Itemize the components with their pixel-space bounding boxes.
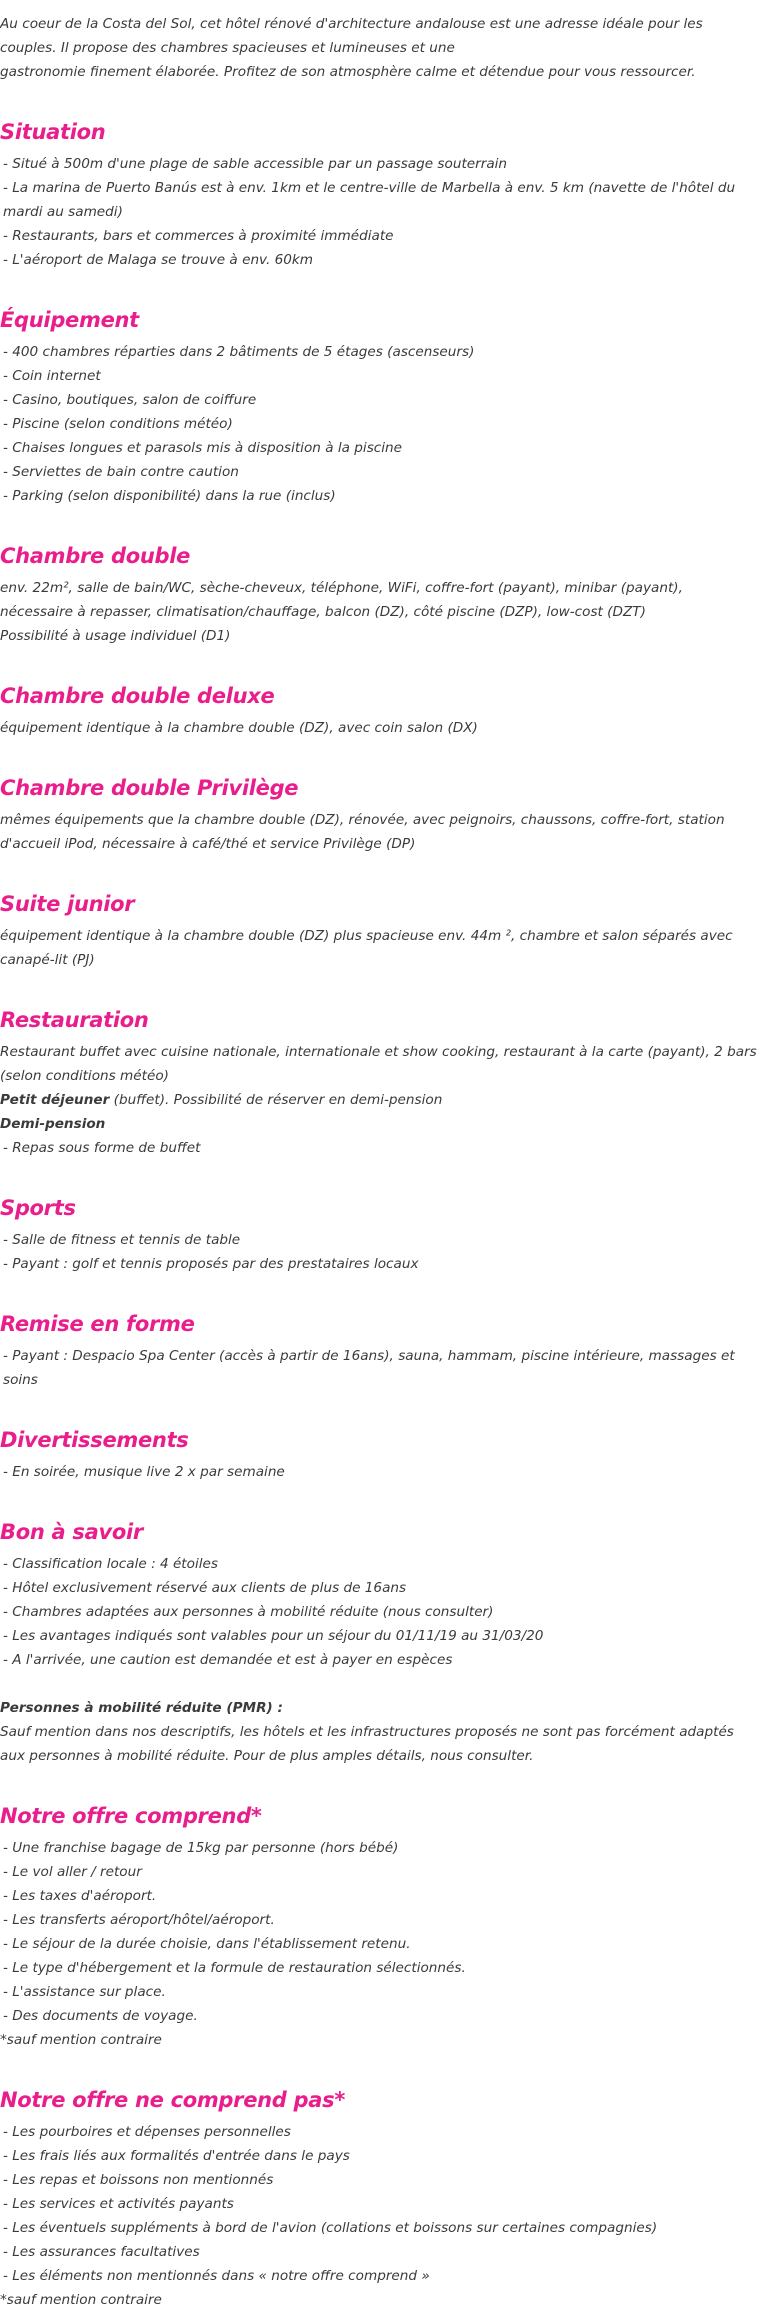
line-text: - Les taxes d'aéroport. bbox=[3, 1888, 157, 1904]
line-text: - Piscine (selon conditions météo) bbox=[3, 416, 233, 432]
section-body bbox=[0, 1344, 758, 1392]
section-heading: Sports bbox=[0, 1196, 76, 1220]
line-text: - Le vol aller / retour bbox=[3, 1864, 142, 1880]
list-item bbox=[0, 2192, 758, 2216]
line-text: - Serviettes de bain contre caution bbox=[3, 464, 239, 480]
list-item bbox=[0, 388, 758, 412]
section-body bbox=[0, 924, 758, 972]
text-line bbox=[0, 624, 758, 648]
list-item bbox=[0, 1980, 758, 2004]
list-item bbox=[0, 1228, 758, 1252]
section-body bbox=[0, 1836, 758, 2052]
section-body bbox=[0, 1460, 758, 1484]
line-text: - Repas sous forme de buffet bbox=[3, 1140, 201, 1156]
line-text: - En soirée, musique live 2 x par semaine bbox=[3, 1464, 285, 1480]
section-notre-offre-comprend bbox=[0, 1768, 758, 2052]
line-text: - Chaises longues et parasols mis à disposition à la piscine bbox=[3, 440, 403, 456]
section-body bbox=[0, 2120, 758, 2312]
section-heading: Chambre double deluxe bbox=[0, 684, 275, 708]
spacer bbox=[0, 1672, 758, 1696]
list-item bbox=[0, 1600, 758, 1624]
line-text: *sauf mention contraire bbox=[0, 2292, 162, 2308]
line-text: mêmes équipements que la chambre double (DZ), rénovée, avec peignoirs, chaussons, coffre-fort, station d'accueil iPod, nécessaire à café/thé et service Privilège (DP) bbox=[0, 812, 725, 852]
section-chambre-double bbox=[0, 508, 758, 648]
text-line bbox=[0, 2028, 758, 2052]
line-text: équipement identique à la chambre double (DZ) plus spacieuse env. 44m ², chambre et salon séparés avec canapé-lit (PJ) bbox=[0, 928, 733, 968]
section-heading: Situation bbox=[0, 120, 106, 144]
section-heading: Notre offre comprend* bbox=[0, 1804, 262, 1828]
line-text: - Salle de fitness et tennis de table bbox=[3, 1232, 241, 1248]
list-item bbox=[0, 152, 758, 176]
section-body bbox=[0, 1228, 758, 1276]
text-line bbox=[0, 716, 758, 740]
line-text: - Les transferts aéroport/hôtel/aéroport. bbox=[3, 1912, 275, 1928]
line-text: - La marina de Puerto Banús est à env. 1km et le centre-ville de Marbella à env. 5 km (navette de l'hôtel du mardi au samedi) bbox=[3, 180, 736, 220]
section-body bbox=[0, 576, 758, 648]
list-item bbox=[0, 484, 758, 508]
list-item bbox=[0, 1836, 758, 1860]
line-text: - Les avantages indiqués sont valables pour un séjour du 01/11/19 au 31/03/20 bbox=[3, 1628, 544, 1644]
line-text: équipement identique à la chambre double (DZ), avec coin salon (DX) bbox=[0, 720, 478, 736]
list-item bbox=[0, 2144, 758, 2168]
list-item bbox=[0, 2120, 758, 2144]
line-text: - Les éventuels suppléments à bord de l'avion (collations et boissons sur certaines compagnies) bbox=[3, 2220, 658, 2236]
list-item bbox=[0, 1136, 758, 1160]
text-line bbox=[0, 2288, 758, 2312]
section-heading: Suite junior bbox=[0, 892, 135, 916]
section-situation bbox=[0, 84, 758, 272]
list-item bbox=[0, 1932, 758, 1956]
section-quipement bbox=[0, 272, 758, 508]
section-body bbox=[0, 716, 758, 740]
text-line bbox=[0, 808, 758, 856]
section-chambre-double-privil-ge bbox=[0, 740, 758, 856]
section-remise-en-forme bbox=[0, 1276, 758, 1392]
text-line bbox=[0, 1040, 758, 1088]
text-line bbox=[0, 1720, 758, 1768]
line-text: - Les frais liés aux formalités d'entrée dans le pays bbox=[3, 2148, 350, 2164]
line-text: - Chambres adaptées aux personnes à mobilité réduite (nous consulter) bbox=[3, 1604, 494, 1620]
section-body bbox=[0, 808, 758, 856]
section-divertissements bbox=[0, 1392, 758, 1484]
line-text: - A l'arrivée, une caution est demandée et est à payer en espèces bbox=[3, 1652, 453, 1668]
list-item bbox=[0, 340, 758, 364]
hotel-description-document bbox=[0, 12, 758, 2312]
line-text: - Classification locale : 4 étoiles bbox=[3, 1556, 218, 1572]
list-item bbox=[0, 2264, 758, 2288]
list-item bbox=[0, 436, 758, 460]
list-item bbox=[0, 2004, 758, 2028]
section-heading: Équipement bbox=[0, 308, 139, 332]
line-text: - L'assistance sur place. bbox=[3, 1984, 166, 2000]
bold-label: Demi-pension bbox=[0, 1116, 106, 1132]
section-restauration bbox=[0, 972, 758, 1160]
section-heading: Chambre double bbox=[0, 544, 191, 568]
line-text: - Payant : Despacio Spa Center (accès à partir de 16ans), sauna, hammam, piscine intérieure, massages et soins bbox=[3, 1348, 735, 1388]
section-heading: Divertissements bbox=[0, 1428, 189, 1452]
line-text: - Hôtel exclusivement réservé aux clients de plus de 16ans bbox=[3, 1580, 407, 1596]
line-text: - Coin internet bbox=[3, 368, 101, 384]
section-body bbox=[0, 1040, 758, 1160]
list-item bbox=[0, 1908, 758, 1932]
section-body bbox=[0, 340, 758, 508]
section-suite-junior bbox=[0, 856, 758, 972]
line-text: - Les pourboires et dépenses personnelles bbox=[3, 2124, 291, 2140]
list-item bbox=[0, 1252, 758, 1276]
section-notre-offre-ne-comprend-pas bbox=[0, 2052, 758, 2312]
list-item bbox=[0, 1884, 758, 1908]
section-heading: Notre offre ne comprend pas* bbox=[0, 2088, 346, 2112]
section-bon-savoir bbox=[0, 1484, 758, 1768]
list-item bbox=[0, 460, 758, 484]
line-text: (buffet). Possibilité de réserver en demi-pension bbox=[109, 1092, 443, 1108]
list-item bbox=[0, 1552, 758, 1576]
section-body bbox=[0, 152, 758, 272]
section-heading: Restauration bbox=[0, 1008, 149, 1032]
list-item bbox=[0, 176, 758, 224]
intro-line: gastronomie finement élaborée. Profitez de son atmosphère calme et détendue pour vous ressourcer. bbox=[0, 64, 696, 80]
line-text: - Une franchise bagage de 15kg par personne (hors bébé) bbox=[3, 1840, 399, 1856]
text-line bbox=[0, 924, 758, 972]
line-text: - Le type d'hébergement et la formule de restauration sélectionnés. bbox=[3, 1960, 466, 1976]
line-text: Restaurant buffet avec cuisine nationale, internationale et show cooking, restaurant à la carte (payant), 2 bars (selon conditions météo) bbox=[0, 1044, 757, 1084]
text-line bbox=[0, 1696, 758, 1720]
line-text: - Situé à 500m d'une plage de sable accessible par un passage souterrain bbox=[3, 156, 508, 172]
section-heading: Bon à savoir bbox=[0, 1520, 143, 1544]
line-text: env. 22m², salle de bain/WC, sèche-cheveux, téléphone, WiFi, coffre-fort (payant), minibar (payant), nécessaire à repasser, climatisation/chauffage, balcon (DZ), côté piscine (DZP), low-cost (DZT) bbox=[0, 580, 683, 620]
line-text: - Les assurances facultatives bbox=[3, 2244, 200, 2260]
list-item bbox=[0, 248, 758, 272]
sections-container bbox=[0, 84, 758, 2312]
list-item bbox=[0, 1956, 758, 1980]
text-line bbox=[0, 1112, 758, 1136]
list-item bbox=[0, 1648, 758, 1672]
line-text: - Le séjour de la durée choisie, dans l'établissement retenu. bbox=[3, 1936, 411, 1952]
line-text: - Les éléments non mentionnés dans « notre offre comprend » bbox=[3, 2268, 430, 2284]
list-item bbox=[0, 364, 758, 388]
intro-line: Au coeur de la Costa del Sol, cet hôtel rénové d'architecture andalouse est une adresse idéale pour les couples. Il propose des chambres spacieuses et lumineuses et une bbox=[0, 16, 703, 56]
text-line bbox=[0, 1088, 758, 1112]
list-item bbox=[0, 2216, 758, 2240]
section-sports bbox=[0, 1160, 758, 1276]
line-text: - Payant : golf et tennis proposés par des prestataires locaux bbox=[3, 1256, 419, 1272]
line-text: - Parking (selon disponibilité) dans la rue (inclus) bbox=[3, 488, 336, 504]
line-text: *sauf mention contraire bbox=[0, 2032, 162, 2048]
list-item bbox=[0, 1860, 758, 1884]
section-heading: Remise en forme bbox=[0, 1312, 195, 1336]
list-item bbox=[0, 1576, 758, 1600]
line-text: - 400 chambres réparties dans 2 bâtiments de 5 étages (ascenseurs) bbox=[3, 344, 475, 360]
bold-label: Petit déjeuner bbox=[0, 1092, 110, 1108]
line-text: - Les repas et boissons non mentionnés bbox=[3, 2172, 274, 2188]
section-chambre-double-deluxe bbox=[0, 648, 758, 740]
text-line bbox=[0, 576, 758, 624]
line-text: - Casino, boutiques, salon de coiffure bbox=[3, 392, 257, 408]
section-heading: Chambre double Privilège bbox=[0, 776, 299, 800]
line-text: Possibilité à usage individuel (D1) bbox=[0, 628, 231, 644]
bold-label: Personnes à mobilité réduite (PMR) : bbox=[0, 1700, 283, 1716]
line-text: - Les services et activités payants bbox=[3, 2196, 234, 2212]
line-text: - L'aéroport de Malaga se trouve à env. 60km bbox=[3, 252, 314, 268]
list-item bbox=[0, 1624, 758, 1648]
line-text: - Des documents de voyage. bbox=[3, 2008, 198, 2024]
list-item bbox=[0, 224, 758, 248]
line-text: Sauf mention dans nos descriptifs, les hôtels et les infrastructures proposés ne sont pas forcément adaptés aux personnes à mobilité réduite. Pour de plus amples détails, nous consulter. bbox=[0, 1724, 734, 1764]
list-item bbox=[0, 1344, 758, 1392]
intro-paragraph bbox=[0, 12, 758, 84]
line-text: - Restaurants, bars et commerces à proximité immédiate bbox=[3, 228, 394, 244]
list-item bbox=[0, 412, 758, 436]
list-item bbox=[0, 2168, 758, 2192]
list-item bbox=[0, 2240, 758, 2264]
section-body bbox=[0, 1552, 758, 1768]
list-item bbox=[0, 1460, 758, 1484]
